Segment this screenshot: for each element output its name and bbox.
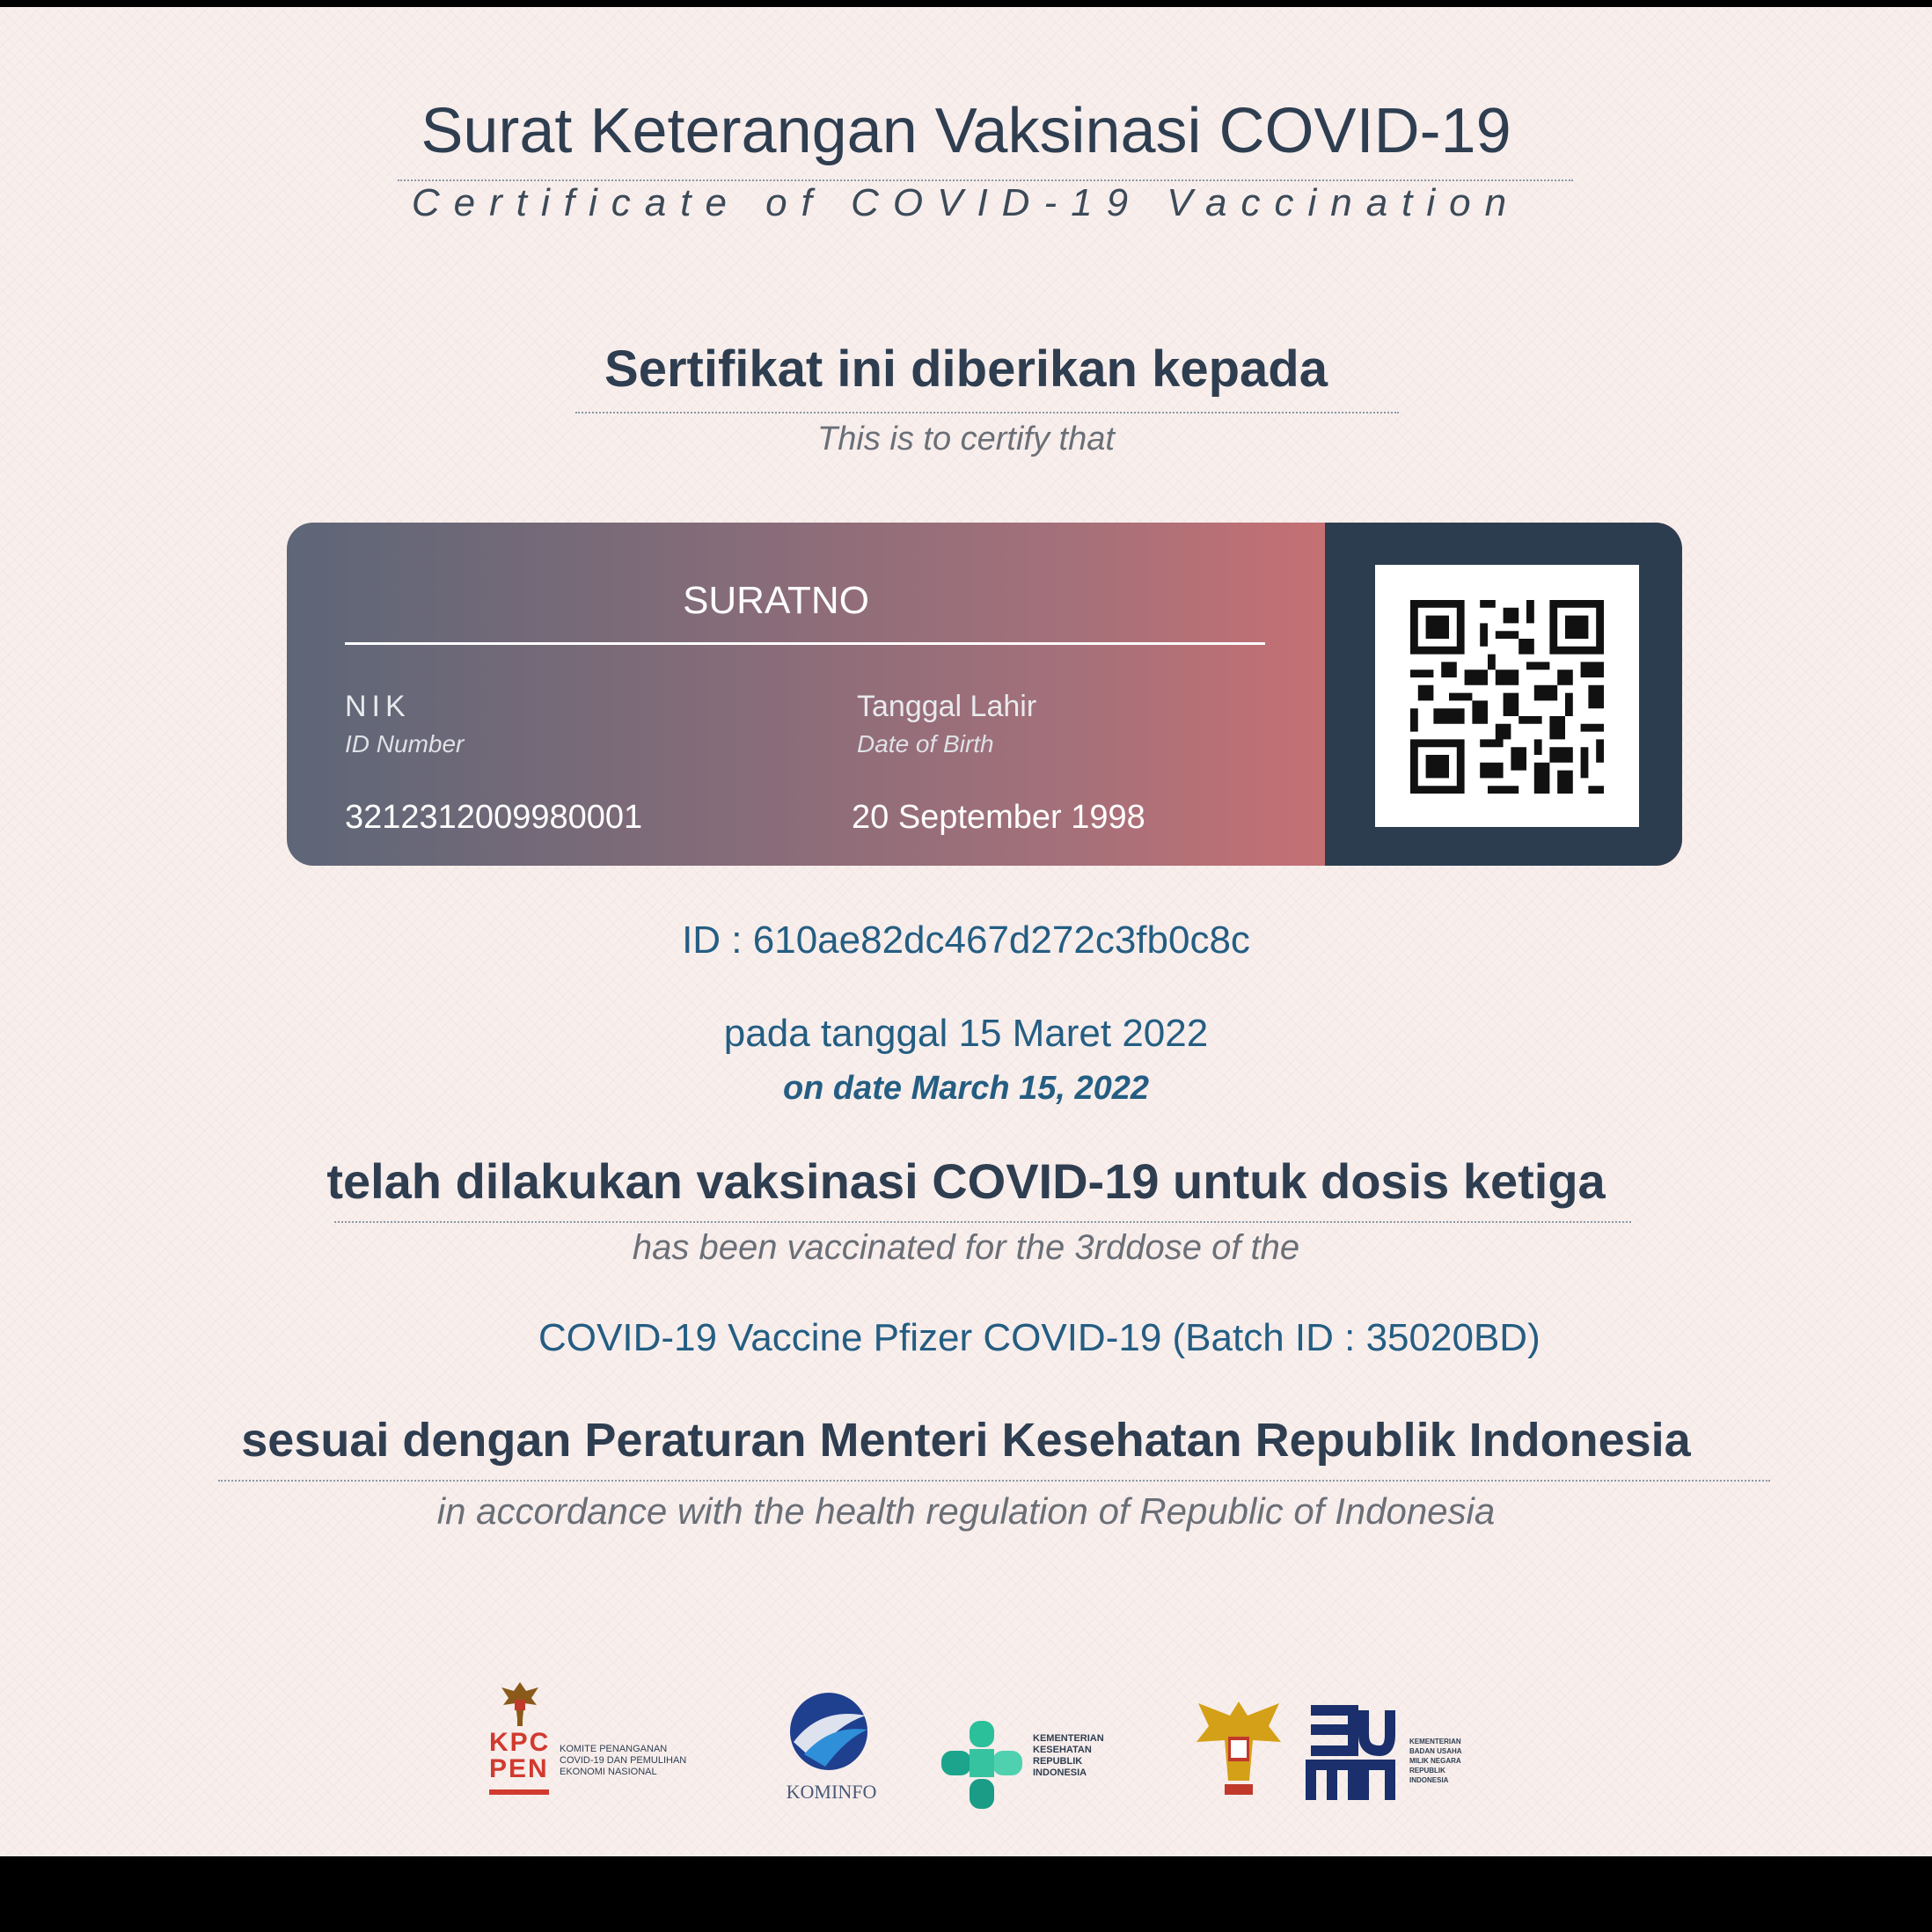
nik-value: 3212312009980001	[345, 799, 643, 836]
garuda-emblem-icon	[498, 1679, 542, 1728]
kpcpen-text	[560, 1744, 744, 1778]
regulation-heading: sesuai dengan Peraturan Menteri Kesehatan Republik Indonesia	[241, 1414, 1691, 1467]
holder-name-divider	[345, 642, 1265, 645]
kpcpen-line: EKONOMI NASIONAL	[560, 1767, 657, 1777]
bumn-line: KEMENTERIAN	[1409, 1738, 1461, 1745]
vaccine-details: COVID-19 Vaccine Pfizer COVID-19 (Batch ID : 35020BD)	[538, 1316, 1540, 1359]
certificate-id: ID : 610ae82dc467d272c3fb0c8c	[682, 918, 1250, 962]
vaccination-subheading: has been vaccinated for the 3rddose of the	[632, 1228, 1300, 1267]
dob-label-en: Date of Birth	[857, 730, 994, 757]
certificate-subtitle: Certificate of COVID-19 Vaccination	[411, 181, 1521, 224]
certify-divider	[575, 412, 1399, 413]
qr-code[interactable]	[1375, 565, 1639, 827]
regulation-divider	[218, 1480, 1770, 1482]
kpcpen-line: KOMITE PENANGANAN	[560, 1744, 668, 1754]
vaccination-date-en: on date March 15, 2022	[782, 1070, 1150, 1107]
nik-label: NIK	[345, 690, 411, 723]
certify-heading: Sertifikat ini diberikan kepada	[604, 340, 1328, 398]
kemenkes-logo-icon	[938, 1717, 1026, 1814]
regulation-subheading: in accordance with the health regulation of Republic of Indonesia	[436, 1490, 1496, 1532]
bumn-logo	[1189, 1696, 1489, 1828]
kemenkes-text	[1033, 1733, 1138, 1779]
vaccination-date: pada tanggal 15 Maret 2022	[723, 1012, 1209, 1055]
kemenkes-line: KESEHATAN	[1033, 1745, 1092, 1755]
dob-label: Tanggal Lahir	[857, 690, 1037, 723]
holder-card	[287, 523, 1682, 866]
bumn-line: BADAN USAHA	[1409, 1747, 1462, 1755]
holder-name: SURATNO	[683, 579, 869, 622]
dob-value: 20 September 1998	[852, 799, 1145, 836]
kemenkes-line: INDONESIA	[1033, 1767, 1087, 1778]
kominfo-logo-icon	[785, 1689, 873, 1774]
kpcpen-mark: KPC PEN	[489, 1728, 551, 1783]
certify-subheading: This is to certify that	[817, 421, 1115, 457]
kpcpen-underline	[489, 1789, 549, 1795]
bumn-line: INDONESIA	[1409, 1776, 1449, 1784]
certificate-title: Surat Keterangan Vaksinasi COVID-19	[421, 96, 1511, 166]
vaccination-certificate	[0, 7, 1932, 1856]
kominfo-logo	[774, 1689, 889, 1821]
bumn-line: REPUBLIK	[1409, 1767, 1445, 1775]
kpcpen-logo	[489, 1679, 744, 1811]
garuda-emblem-icon	[1189, 1696, 1288, 1807]
kemenkes-logo	[938, 1717, 1140, 1814]
bumn-text	[1409, 1737, 1489, 1785]
kemenkes-line: KEMENTERIAN	[1033, 1733, 1104, 1744]
bumn-logo-icon	[1306, 1703, 1395, 1807]
bumn-line: MILIK NEGARA	[1409, 1757, 1461, 1765]
vaccination-divider	[334, 1221, 1631, 1223]
qr-code-icon	[1410, 600, 1604, 794]
kpcpen-line: COVID-19 DAN PEMULIHAN	[560, 1755, 687, 1766]
nik-label-en: ID Number	[345, 730, 465, 757]
vaccination-heading: telah dilakukan vaksinasi COVID-19 untuk dosis ketiga	[326, 1153, 1606, 1209]
kominfo-label: KOMINFO	[786, 1781, 877, 1803]
kemenkes-line: REPUBLIK	[1033, 1756, 1083, 1767]
